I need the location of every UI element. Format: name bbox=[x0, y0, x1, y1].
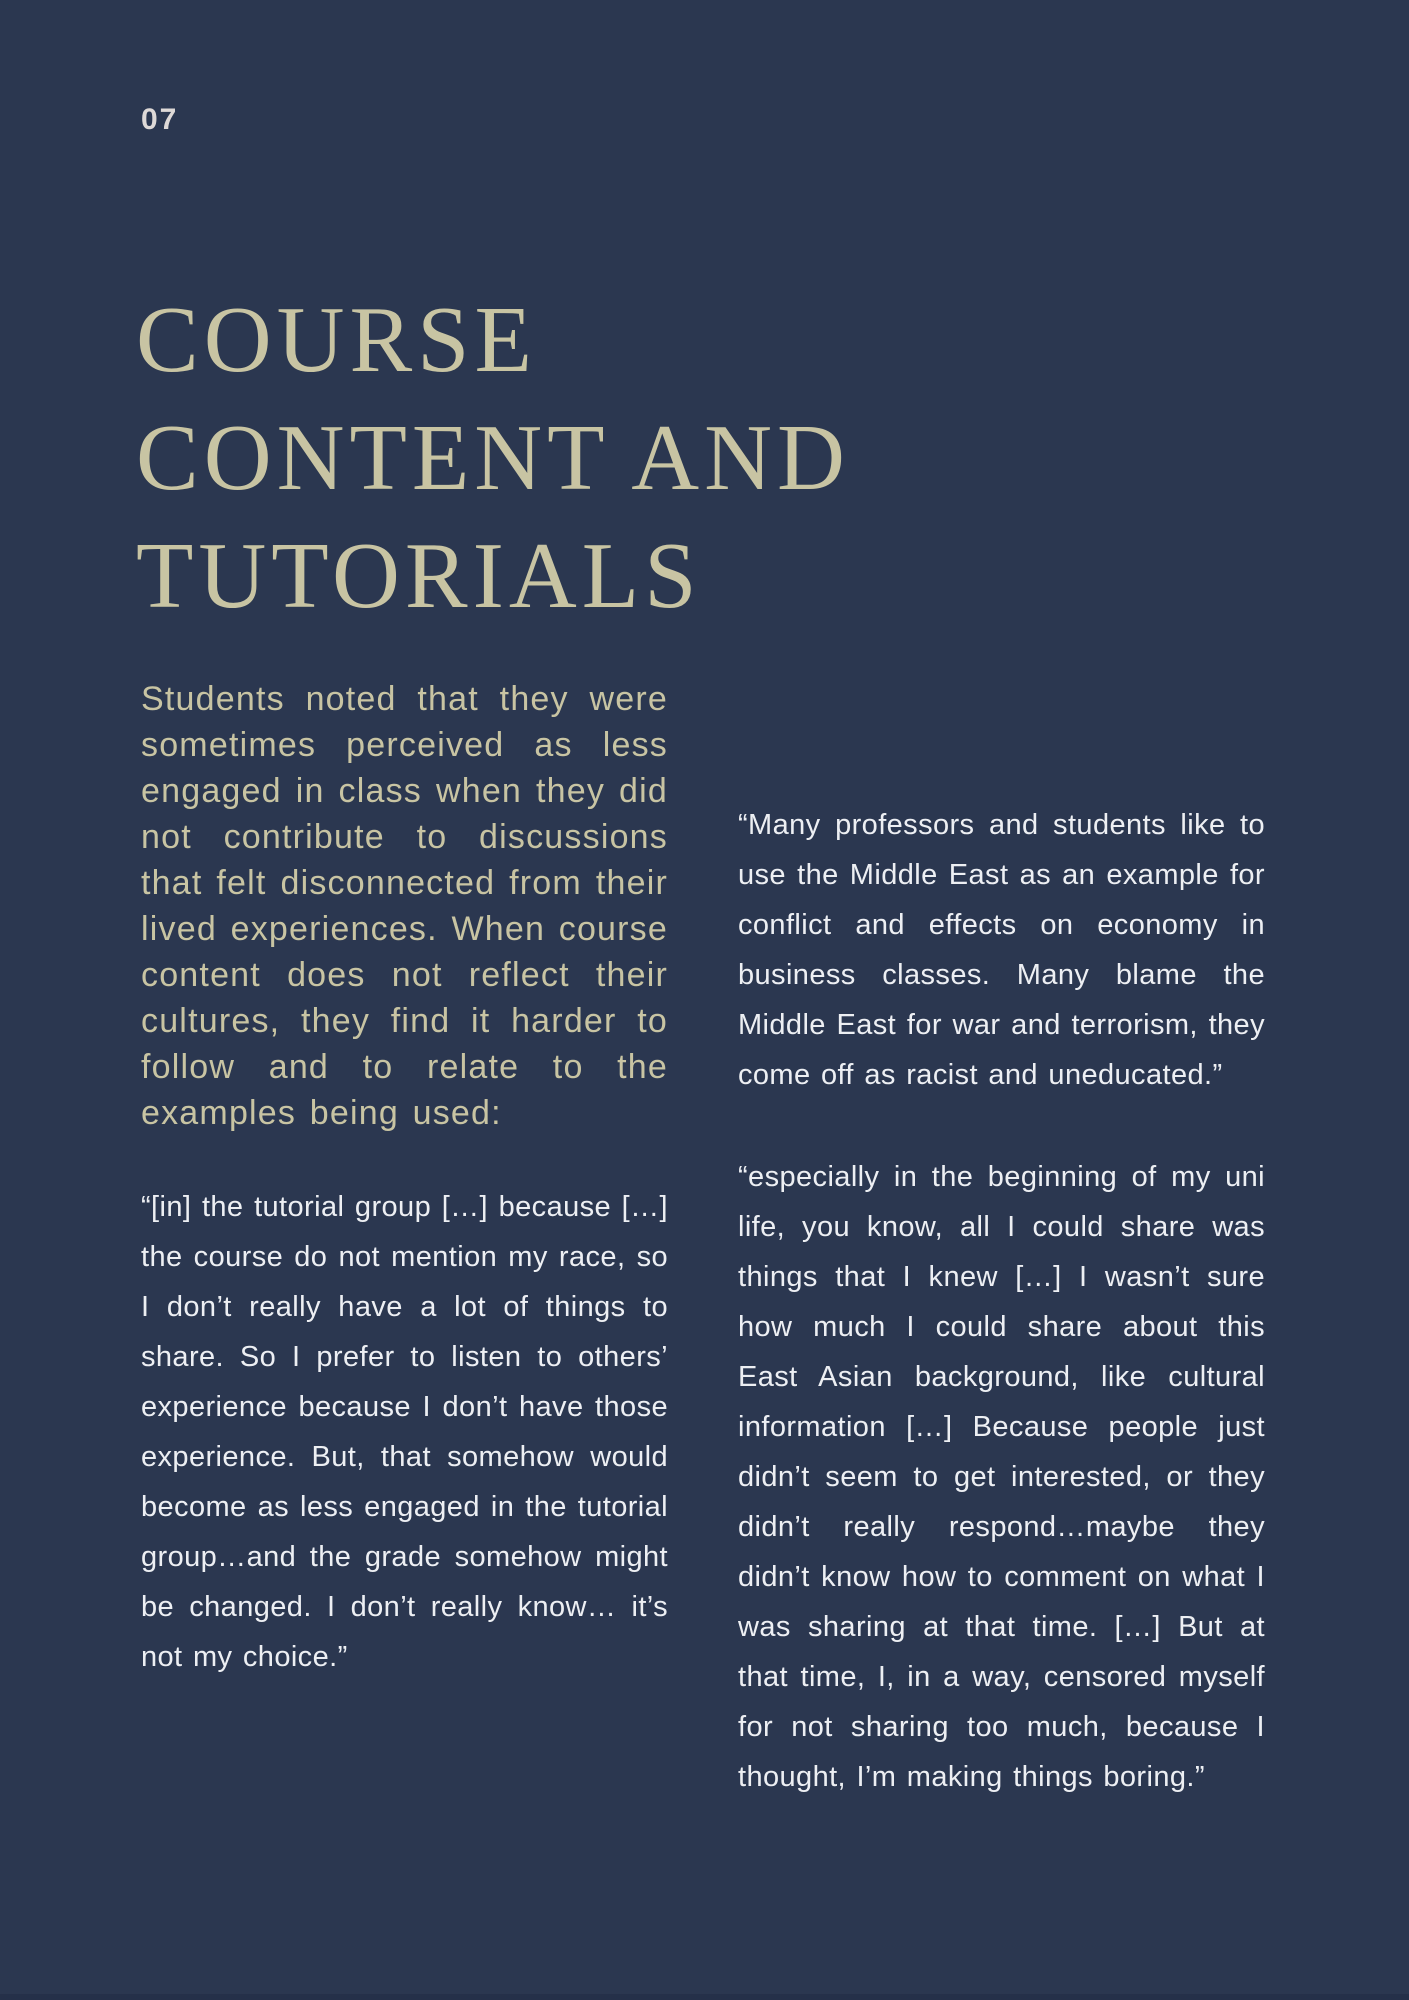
intro-paragraph: Students noted that they were sometimes perceived as less engaged in class when they did not contribute to discussions that felt disconnected from their lived experiences. When course content does not reflect their cultures, they find it harder to follow and to relate to the examples being used: bbox=[141, 680, 668, 1132]
quote-tutorial-group: “[in] the tutorial group […] because […] the course do not mention my race, so I don’t really have a lot of things to share. So I prefer to listen to others’ experience because I don’t have those experience. But, that somehow would become as less engaged in the tutorial group…and the grade somehow might be changed. I don’t really know… it’s not my choice.” bbox=[141, 1191, 668, 1673]
page-title-line-3: TUTORIALS bbox=[136, 523, 702, 628]
page-title-line-2: CONTENT AND bbox=[136, 405, 850, 510]
quote-east-asian: “especially in the beginning of my uni life, you know, all I could share was things that I knew […] I wasn’t sure how much I could share about this East Asian background, like cultural information […] Because people just didn’t seem to get interested, or they didn’t really respond…maybe they didn’t know how to comment on what I was sharing at that time. […] But at that time, I, in a way, censored myself for not sharing too much, because I thought, I’m making things boring.” bbox=[738, 1161, 1265, 1793]
footer-strip bbox=[0, 1994, 1409, 2000]
quote-middle-east: “Many professors and students like to use the Middle East as an example for conflict and effects on economy in business classes. Many blame the Middle East for war and terrorism, they come off as racist and uneducated.” bbox=[738, 809, 1265, 1091]
right-column bbox=[738, 676, 1265, 1802]
page-number: 07 bbox=[141, 103, 179, 136]
page-title bbox=[136, 281, 1236, 635]
page-title-line-1: COURSE bbox=[136, 287, 537, 392]
body-columns bbox=[141, 676, 1265, 1802]
left-column bbox=[141, 676, 668, 1802]
